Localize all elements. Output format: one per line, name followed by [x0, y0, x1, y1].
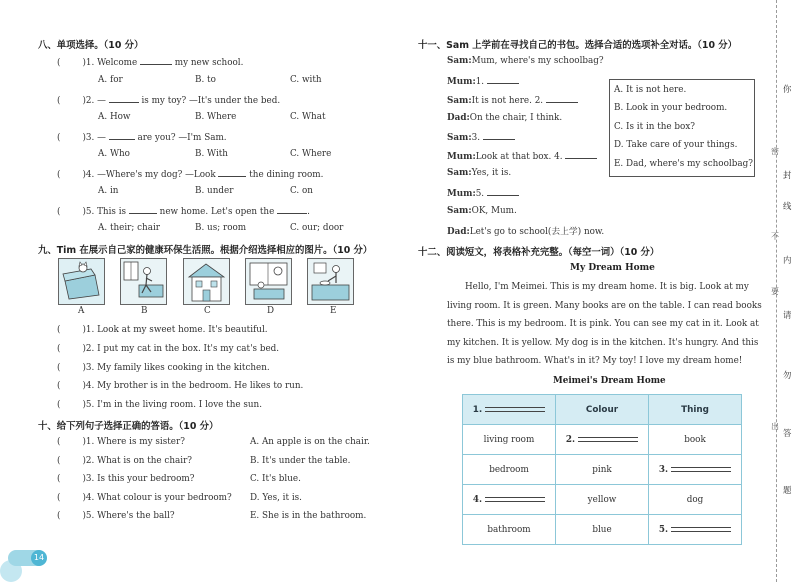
answer-paren-close: ): [82, 474, 86, 484]
line-text: Yes, it is.: [471, 168, 512, 178]
question-text-tail: the dining room.: [249, 170, 324, 180]
answer-paren-open: (: [57, 456, 61, 466]
line-text: It is not here. 2.: [471, 96, 544, 106]
statement-row: [57, 363, 270, 373]
option-b: B. With: [195, 149, 228, 159]
dialogue-option: B. Look in your bedroom.: [614, 103, 728, 113]
picture-label-c: C: [204, 306, 211, 316]
answer-paren-open: (: [57, 58, 61, 68]
answer-paren-open: (: [57, 133, 61, 143]
fill-blank[interactable]: [109, 131, 135, 140]
table-cell: dog: [649, 485, 742, 515]
margin-char: 勿: [783, 370, 792, 380]
table-row: [463, 455, 742, 485]
speaker: Sam:: [447, 133, 472, 143]
answer-paren-close: ): [82, 207, 86, 217]
line-text: 5.: [475, 189, 485, 199]
dialogue-option: A. It is not here.: [614, 85, 687, 95]
line-text: Look at that box. 4.: [475, 152, 563, 162]
line-text: OK, Mum.: [471, 206, 517, 216]
picture-label-b: B: [141, 306, 148, 316]
answer-paren-close: ): [82, 133, 86, 143]
speaker: Mum:: [447, 77, 476, 87]
page-number: 14: [31, 550, 47, 566]
table-cell: pink: [556, 455, 649, 485]
statement-row: [57, 325, 268, 335]
speaker: Dad:: [447, 113, 470, 123]
option-a: A. for: [98, 75, 123, 85]
dialogue-line: [447, 224, 604, 237]
blank-number: 1.: [472, 404, 483, 415]
answer-paren-close: ): [82, 58, 86, 68]
option-b: B. us; room: [195, 223, 247, 233]
dialogue-line: [447, 75, 519, 87]
answer-paren-open: (: [57, 363, 61, 373]
fill-blank[interactable]: [578, 437, 638, 442]
section-10-title: 十、给下列句子选择正确的答语。（10 分）: [38, 421, 219, 432]
dialogue-option: E. Dad, where's my schoolbag?: [614, 159, 753, 169]
fill-blank[interactable]: [487, 187, 519, 196]
answer-paren-open: (: [57, 511, 61, 521]
dialogue-line: [447, 187, 519, 199]
statement-text: 3. My family likes cooking in the kitchen.: [85, 363, 270, 373]
option-c: C. on: [290, 186, 313, 196]
speaker: Sam:: [447, 168, 472, 178]
option-c: C. with: [290, 75, 322, 85]
answer-paren-open: (: [57, 400, 61, 410]
question-text-tail: new home. Let's open the: [159, 207, 275, 217]
margin-char: 线: [783, 201, 792, 211]
option-a: A. their; chair: [98, 223, 160, 233]
statement-text: 4. My brother is in the bedroom. He likes to run.: [85, 381, 304, 391]
section-12-title: 十二、阅读短文，将表格补充完整。（每空一词）（10 分）: [418, 247, 660, 258]
dialogue-line: [447, 94, 578, 106]
table-cell: book: [649, 425, 742, 455]
picture-house: [183, 258, 230, 305]
picture-label-a: A: [78, 306, 85, 316]
option-b: B. under: [195, 186, 234, 196]
statement-text: 2. I put my cat in the box. It's my cat's bed.: [85, 344, 280, 354]
dialogue-option: D. Take care of your things.: [614, 140, 738, 150]
fill-blank[interactable]: [140, 56, 172, 65]
table-row: [463, 485, 742, 515]
picture-label-e: E: [330, 306, 337, 316]
margin-char: 你: [783, 84, 792, 94]
question-text: 5. This is: [85, 207, 127, 217]
fill-blank[interactable]: [487, 75, 519, 84]
table-header-cell: Thing: [649, 395, 742, 425]
table-row: [463, 515, 742, 545]
question-row: [57, 168, 323, 180]
answer-paren-open: (: [57, 325, 61, 335]
speaker: Sam:: [447, 56, 472, 66]
margin-small-char: 密: [771, 147, 779, 156]
answer-paren-open: (: [57, 96, 61, 106]
option-c: C. Where: [290, 149, 332, 159]
answer-paren-close: ): [82, 493, 86, 503]
section-9-title: 九、Tim 在展示自己家的健康环保生活照。根据介绍选择相应的图片。（10 分）: [38, 245, 373, 256]
line-text: 1.: [475, 77, 485, 87]
table-header-row: [463, 395, 742, 425]
dialogue-line: [447, 168, 511, 178]
picture-boy-running: [120, 258, 167, 305]
fill-blank[interactable]: [546, 94, 578, 103]
answer-paren-close: ): [82, 170, 86, 180]
dialogue-line: [447, 113, 562, 123]
answer-paren-close: ): [82, 325, 86, 335]
question-text: 4. —Where's my dog? —Look: [85, 170, 216, 180]
passage-line: my kitchen. It is yellow. My dog is in the kitchen. It's hungry. And this: [447, 338, 759, 348]
margin-char: 请: [783, 310, 792, 320]
table-cell: [649, 515, 742, 545]
option-a: A. Who: [98, 149, 130, 159]
fill-blank[interactable]: [671, 527, 731, 532]
line-text: 3.: [471, 133, 481, 143]
match-question: [57, 456, 192, 466]
passage-line: there. This is my bedroom. It is pink. You can see my cat in it. Look at: [447, 319, 759, 329]
table-cell: living room: [463, 425, 556, 455]
blank-number: 2.: [565, 434, 576, 445]
answer-paren-open: (: [57, 207, 61, 217]
picture-cat-box: [58, 258, 105, 305]
dialogue-line: [447, 206, 517, 216]
speaker: Dad:: [447, 227, 470, 237]
fill-blank[interactable]: [277, 205, 307, 214]
question-row: [57, 205, 310, 217]
table-cell: bedroom: [463, 455, 556, 485]
section-8-title: 八、单项选择。（10 分）: [38, 40, 144, 51]
table-cell: blue: [556, 515, 649, 545]
question-row: [57, 94, 280, 106]
question-text: 3. Is this your bedroom?: [85, 474, 195, 484]
dream-home-table: [462, 394, 742, 545]
picture-kitchen-cooking: [307, 258, 354, 305]
answer-paren-open: (: [57, 493, 61, 503]
question-text: 2. —: [85, 96, 106, 106]
speaker: Sam:: [447, 206, 472, 216]
fill-blank[interactable]: [671, 467, 731, 472]
answer-paren-close: ): [82, 456, 86, 466]
fill-blank[interactable]: [565, 150, 597, 159]
question-text-tail: are you? —I'm Sam.: [137, 133, 227, 143]
option-b: B. to: [195, 75, 216, 85]
margin-small-char: 出: [771, 422, 779, 431]
answer-paren-close: ): [82, 381, 86, 391]
question-text-tail: my new school.: [174, 58, 244, 68]
match-answer: E. She is in the bathroom.: [250, 511, 367, 521]
question-text: 5. Where's the ball?: [85, 511, 175, 521]
question-text-end: .: [307, 207, 310, 217]
answer-paren-close: ): [82, 511, 86, 521]
statement-text: 1. Look at my sweet home. It's beautiful.: [85, 325, 268, 335]
line-text: Let's go to school(去上学) now.: [469, 227, 605, 237]
question-text-tail: is my toy? —It's under the bed.: [141, 96, 281, 106]
dialogue-line: [447, 56, 604, 66]
question-text: 1. Where is my sister?: [85, 437, 185, 447]
statement-text: 5. I'm in the living room. I love the sun.: [85, 400, 263, 410]
match-answer: B. It's under the table.: [250, 456, 351, 466]
answer-paren-close: ): [82, 363, 86, 373]
margin-char: 封: [783, 170, 792, 180]
answer-paren-open: (: [57, 437, 61, 447]
answer-paren-open: (: [57, 170, 61, 180]
line-text: Mum, where's my schoolbag?: [471, 56, 604, 66]
option-c: C. What: [290, 112, 326, 122]
match-answer: A. An apple is on the chair.: [250, 437, 370, 447]
match-answer: C. It's blue.: [250, 474, 301, 484]
question-row: [57, 56, 243, 68]
dialogue-option: C. Is it in the box?: [614, 122, 696, 132]
table-header-cell: Colour: [556, 395, 649, 425]
question-text: 2. What is on the chair?: [85, 456, 193, 466]
statement-row: [57, 400, 262, 410]
option-a: A. How: [98, 112, 131, 122]
question-text: 3. —: [85, 133, 106, 143]
blank-number: 5.: [658, 524, 669, 535]
fill-blank[interactable]: [485, 497, 545, 502]
option-a: A. in: [98, 186, 119, 196]
table-cell: [556, 425, 649, 455]
speaker: Sam:: [447, 96, 472, 106]
fill-blank[interactable]: [483, 131, 515, 140]
table-header-cell: [463, 395, 556, 425]
margin-char: 内: [783, 255, 792, 265]
passage-line: Hello, I'm Meimei. This is my dream home. It is big. Look at my: [465, 282, 749, 292]
margin-small-char: 要: [771, 287, 779, 296]
passage-line: living room. It is green. Many books are on the table. I can read books: [447, 301, 762, 311]
speaker: Mum:: [447, 189, 476, 199]
answer-paren-close: ): [82, 437, 86, 447]
option-b: B. Where: [195, 112, 237, 122]
picture-living-room-sun: [245, 258, 292, 305]
match-answer: D. Yes, it is.: [250, 493, 302, 503]
statement-row: [57, 381, 303, 391]
dialogue-line: [447, 131, 515, 143]
speaker: Mum:: [447, 152, 476, 162]
table-cell: yellow: [556, 485, 649, 515]
answer-paren-close: ): [82, 344, 86, 354]
margin-small-char: 不: [771, 232, 779, 241]
margin-char: 题: [783, 485, 792, 495]
margin-char: 答: [783, 428, 792, 438]
match-question: [57, 474, 194, 484]
answer-paren-open: (: [57, 381, 61, 391]
passage-title: My Dream Home: [570, 263, 655, 273]
answer-paren-open: (: [57, 344, 61, 354]
table-cell: [649, 455, 742, 485]
match-question: [57, 493, 232, 503]
blank-number: 3.: [658, 464, 669, 475]
table-title: Meimei's Dream Home: [553, 376, 666, 386]
answer-paren-open: (: [57, 474, 61, 484]
match-question: [57, 511, 175, 521]
table-cell: bathroom: [463, 515, 556, 545]
option-c: C. our; door: [290, 223, 344, 233]
fill-blank[interactable]: [218, 168, 246, 177]
question-text: 1. Welcome: [85, 58, 138, 68]
blank-number: 4.: [472, 494, 483, 505]
section-11-title: 十一、Sam 上学前在寻找自己的书包。选择合适的选项补全对话。（10 分）: [418, 40, 737, 51]
statement-row: [57, 344, 279, 354]
question-text: 4. What colour is your bedroom?: [85, 493, 232, 503]
fill-blank[interactable]: [129, 205, 157, 214]
passage-line: is my blue bathroom. What's in it? My toy! I love my dream home!: [447, 356, 743, 366]
line-text: On the chair, I think.: [469, 113, 563, 123]
question-row: [57, 131, 227, 143]
answer-paren-close: ): [82, 400, 86, 410]
match-question: [57, 437, 185, 447]
dialogue-line: [447, 150, 597, 162]
fill-blank[interactable]: [485, 407, 545, 412]
answer-paren-close: ): [82, 96, 86, 106]
picture-label-d: D: [267, 306, 275, 316]
table-cell: [463, 485, 556, 515]
table-row: [463, 425, 742, 455]
fill-blank[interactable]: [109, 94, 139, 103]
